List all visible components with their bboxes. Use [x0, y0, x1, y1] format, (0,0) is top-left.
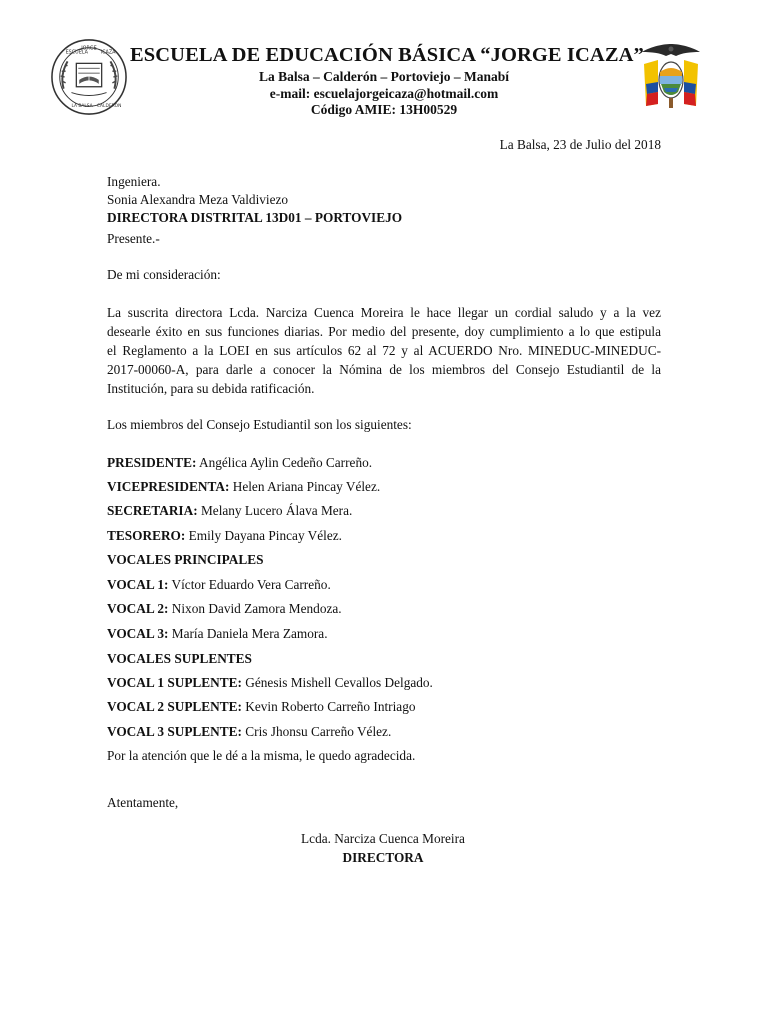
letter-greeting: De mi consideración:: [107, 267, 221, 282]
member-item: [107, 528, 342, 544]
recipient-position: DIRECTORA DISTRITAL 13D01 – PORTOVIEJO: [107, 210, 403, 225]
member-section-heading: [107, 552, 264, 568]
member-item: [107, 675, 433, 691]
body-line: 2017-00060-A, para darle a conocer la Nómina de los miembros del Consejo Estudiantil de la: [107, 362, 661, 377]
member-item: [107, 699, 416, 715]
ecuador-coat-of-arms-logo: [638, 40, 704, 112]
body-line: La suscrita directora Lcda. Narciza Cuenca Moreira le hace llegar un cordial saludo y a la vez: [107, 305, 661, 320]
member-item: [107, 503, 352, 519]
member-name: Kevin Roberto Carreño Intriago: [241, 699, 416, 714]
member-name: Nixon David Zamora Mendoza.: [168, 601, 342, 616]
member-item: [107, 601, 342, 617]
member-name: Génesis Mishell Cevallos Delgado.: [241, 675, 433, 690]
member-role: VOCAL 2 SUPLENTE:: [107, 699, 242, 714]
school-email: e-mail: escuelajorgeicaza@hotmail.com: [269, 86, 499, 101]
body-line: el Reglamento a la LOEI en sus artículos 62 al 72 y al ACUERDO Nro. MINEDUC-MINEDUC-: [107, 343, 661, 358]
member-role: VOCAL 3 SUPLENTE:: [107, 724, 242, 739]
emblem-text-top-right: ICAZA: [100, 49, 116, 56]
member-item: [107, 577, 331, 593]
member-name: Helen Ariana Pincay Vélez.: [229, 479, 381, 494]
emblem-text-top-left: ESCUELA: [65, 49, 88, 56]
member-role: VOCAL 1:: [107, 577, 169, 592]
emblem-text-top-center: JORGE: [81, 45, 97, 52]
member-role: PRESIDENTE:: [107, 455, 197, 470]
member-section-heading: [107, 651, 252, 667]
member-name: Víctor Eduardo Vera Carreño.: [168, 577, 331, 592]
recipient-presente: Presente.-: [107, 231, 160, 246]
recipient-name: Sonia Alexandra Meza Valdiviezo: [107, 192, 289, 207]
member-role: VOCALES PRINCIPALES: [107, 552, 264, 567]
body-line: Institución, para su debida ratificación.: [107, 381, 315, 396]
letter-body-paragraph: [107, 303, 661, 398]
member-role: SECRETARIA:: [107, 503, 198, 518]
member-role: VOCAL 1 SUPLENTE:: [107, 675, 242, 690]
signature-title: DIRECTORA: [342, 850, 424, 865]
emblem-text-bottom: LA BALSA - CALDERON: [71, 104, 122, 110]
letter-date: La Balsa, 23 de Julio del 2018: [499, 137, 661, 152]
signature-name: Lcda. Narciza Cuenca Moreira: [301, 831, 465, 846]
farewell: Atentamente,: [107, 795, 179, 810]
member-name: Angélica Aylin Cedeño Carreño.: [196, 455, 373, 470]
member-name: Melany Lucero Álava Mera.: [197, 503, 353, 518]
member-name: María Daniela Mera Zamora.: [168, 626, 328, 641]
member-item: [107, 724, 391, 740]
member-item: [107, 455, 372, 471]
member-role: TESORERO:: [107, 528, 186, 543]
member-role: VOCAL 2:: [107, 601, 169, 616]
member-item: [107, 479, 380, 495]
members-intro: Los miembros del Consejo Estudiantil son los siguientes:: [107, 417, 412, 432]
body-line: desearle éxito en sus funciones diarias. Por medio del presente, doy cumplimiento a lo que estipula: [107, 324, 661, 339]
member-role: VICEPRESIDENTA:: [107, 479, 230, 494]
recipient-title: Ingeniera.: [107, 174, 161, 189]
member-name: Emily Dayana Pincay Vélez.: [185, 528, 343, 543]
member-item: [107, 626, 328, 642]
school-emblem-logo: [50, 38, 128, 116]
school-amie-code: Código AMIE: 13H00529: [310, 102, 458, 117]
closing-line: Por la atención que le dé a la misma, le quedo agradecida.: [107, 748, 416, 763]
school-address: La Balsa – Calderón – Portoviejo – Manabí: [258, 69, 510, 84]
member-name: Cris Jhonsu Carreño Vélez.: [241, 724, 392, 739]
member-role: VOCAL 3:: [107, 626, 169, 641]
school-name-title: ESCUELA DE EDUCACIÓN BÁSICA “JORGE ICAZA”: [130, 44, 644, 66]
member-role: VOCALES SUPLENTES: [107, 651, 252, 666]
